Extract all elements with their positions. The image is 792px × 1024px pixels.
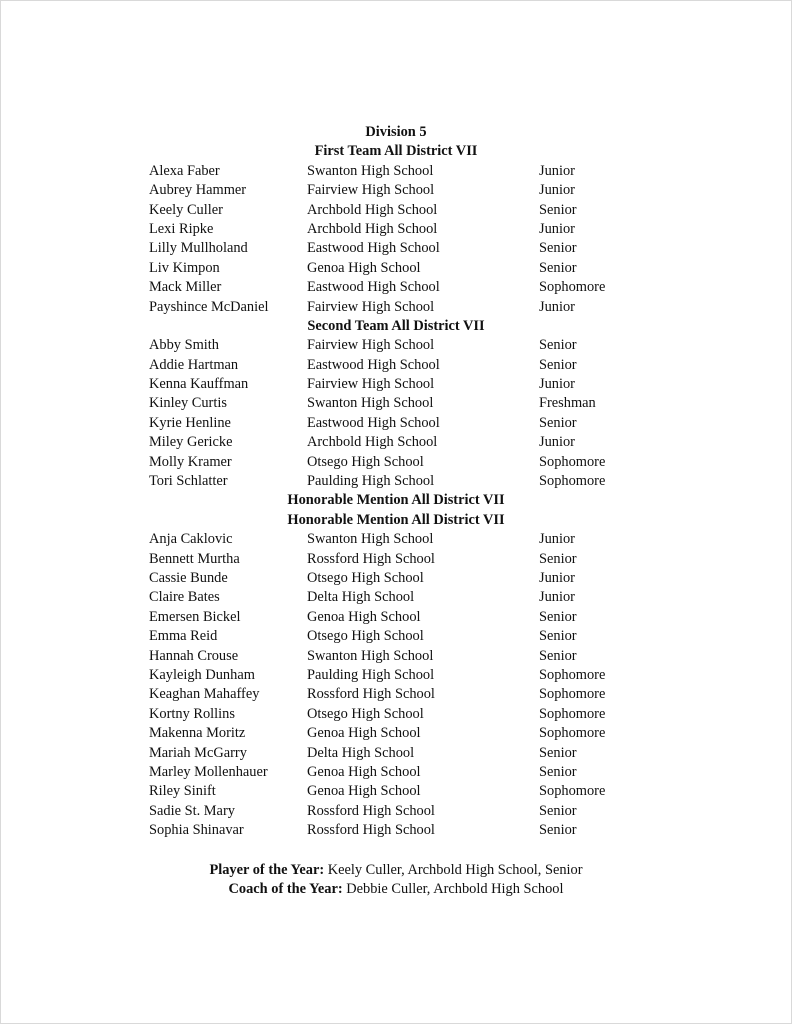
player-school: Delta High School (307, 589, 415, 606)
player-year: Senior (539, 414, 577, 431)
player-year: Sophomore (539, 686, 606, 703)
player-name: Abby Smith (149, 337, 219, 354)
player-row (149, 336, 643, 355)
player-year: Senior (539, 608, 577, 625)
player-year: Sophomore (539, 279, 606, 296)
first-team-list (149, 162, 643, 317)
player-row (149, 453, 643, 472)
player-row (149, 647, 643, 666)
player-row (149, 724, 643, 743)
player-name: Claire Bates (149, 589, 220, 606)
player-year: Junior (539, 376, 575, 393)
player-name: Liv Kimpon (149, 259, 220, 276)
player-row (149, 666, 643, 685)
player-year: Sophomore (539, 473, 606, 490)
player-year: Senior (539, 550, 577, 567)
player-year: Senior (539, 802, 577, 819)
player-year: Senior (539, 240, 577, 257)
player-school: Otsego High School (307, 453, 424, 470)
player-name: Kortny Rollins (149, 705, 235, 722)
player-name: Mack Miller (149, 279, 222, 296)
player-name: Payshince McDaniel (149, 298, 269, 315)
player-year: Junior (539, 162, 575, 179)
player-name: Alexa Faber (149, 162, 220, 179)
player-year: Junior (539, 434, 575, 451)
player-school: Swanton High School (307, 395, 434, 412)
player-year: Senior (539, 744, 577, 761)
player-school: Fairview High School (307, 182, 435, 199)
player-name: Mariah McGarry (149, 744, 247, 761)
player-year: Senior (539, 647, 577, 664)
player-school: Archbold High School (307, 201, 438, 218)
player-year: Senior (539, 822, 577, 839)
player-school: Fairview High School (307, 337, 435, 354)
player-name: Molly Kramer (149, 453, 232, 470)
player-school: Genoa High School (307, 783, 421, 800)
player-name: Cassie Bunde (149, 569, 228, 586)
player-name: Tori Schlatter (149, 473, 228, 490)
player-school: Paulding High School (307, 473, 435, 490)
player-year: Sophomore (539, 725, 606, 742)
player-name: Addie Hartman (149, 356, 239, 373)
player-row (149, 588, 643, 607)
player-school: Eastwood High School (307, 279, 440, 296)
player-year: Senior (539, 337, 577, 354)
player-row (149, 550, 643, 569)
player-row (149, 744, 643, 763)
player-year: Senior (539, 201, 577, 218)
player-name: Emma Reid (149, 628, 218, 645)
player-school: Otsego High School (307, 628, 424, 645)
section-title-honorable-mention: Honorable Mention All District VII (287, 492, 505, 509)
player-name: Marley Mollenhauer (149, 763, 268, 780)
player-year: Sophomore (539, 453, 606, 470)
player-name: Keaghan Mahaffey (149, 686, 260, 703)
player-row (149, 356, 643, 375)
player-row (149, 394, 643, 413)
player-school: Swanton High School (307, 162, 434, 179)
player-year: Junior (539, 589, 575, 606)
player-year: Junior (539, 298, 575, 315)
player-school: Eastwood High School (307, 356, 440, 373)
player-name: Keely Culler (149, 201, 223, 218)
player-year: Senior (539, 259, 577, 276)
player-row (149, 162, 643, 181)
player-year: Junior (539, 220, 575, 237)
player-school: Swanton High School (307, 531, 434, 548)
player-school: Archbold High School (307, 220, 438, 237)
player-name: Lilly Mullholand (149, 240, 248, 257)
division-title: Division 5 (365, 124, 427, 140)
player-school: Otsego High School (307, 569, 424, 586)
player-school: Genoa High School (307, 725, 421, 742)
player-school: Rossford High School (307, 822, 435, 839)
player-row (149, 375, 643, 394)
player-row (149, 201, 643, 220)
coach-of-the-year-label: Coach of the Year: (228, 881, 343, 898)
player-name: Kayleigh Dunham (149, 666, 255, 683)
player-school: Swanton High School (307, 647, 434, 664)
player-of-the-year (149, 861, 643, 880)
coach-of-the-year (149, 880, 643, 899)
player-school: Rossford High School (307, 550, 435, 567)
player-row (149, 705, 643, 724)
player-row (149, 181, 643, 200)
player-school: Genoa High School (307, 763, 421, 780)
second-team-list (149, 336, 643, 491)
player-name: Kinley Curtis (149, 395, 227, 412)
player-row (149, 298, 643, 317)
player-row (149, 414, 643, 433)
player-name: Riley Sinift (149, 783, 216, 800)
player-of-the-year-label: Player of the Year: (209, 862, 325, 878)
player-row (149, 239, 643, 258)
player-school: Otsego High School (307, 705, 424, 722)
player-row (149, 569, 643, 588)
player-year: Senior (539, 628, 577, 645)
player-name: Sophia Shinavar (149, 822, 244, 839)
player-row (149, 472, 643, 491)
player-school: Rossford High School (307, 802, 435, 819)
player-year: Junior (539, 569, 575, 586)
player-name: Emersen Bickel (149, 608, 241, 625)
player-name: Bennett Murtha (149, 550, 240, 567)
player-school: Paulding High School (307, 666, 435, 683)
player-row (149, 821, 643, 840)
honorable-mention-list (149, 530, 643, 840)
player-school: Genoa High School (307, 608, 421, 625)
player-name: Anja Caklovic (149, 531, 233, 548)
player-name: Lexi Ripke (149, 220, 214, 237)
player-row (149, 685, 643, 704)
player-year: Sophomore (539, 666, 606, 683)
player-school: Rossford High School (307, 686, 435, 703)
player-school: Delta High School (307, 744, 415, 761)
coach-of-the-year-value: Debbie Culler, Archbold High School (342, 881, 564, 898)
player-row (149, 259, 643, 278)
player-year: Freshman (539, 395, 596, 412)
player-row (149, 608, 643, 627)
player-school: Fairview High School (307, 376, 435, 393)
player-name: Sadie St. Mary (149, 802, 235, 819)
player-school: Genoa High School (307, 259, 421, 276)
player-year: Junior (539, 531, 575, 548)
player-row (149, 433, 643, 452)
player-of-the-year-value: Keely Culler, Archbold High School, Senior (324, 862, 583, 878)
section-title-first-team: First Team All District VII (314, 143, 478, 160)
player-row (149, 220, 643, 239)
player-year: Sophomore (539, 705, 606, 722)
player-year: Sophomore (539, 783, 606, 800)
player-name: Aubrey Hammer (149, 182, 247, 199)
player-row (149, 782, 643, 801)
player-row (149, 802, 643, 821)
player-school: Eastwood High School (307, 414, 440, 431)
player-school: Fairview High School (307, 298, 435, 315)
player-row (149, 627, 643, 646)
player-school: Archbold High School (307, 434, 438, 451)
player-year: Senior (539, 763, 577, 780)
player-name: Kenna Kauffman (149, 376, 249, 393)
player-name: Miley Gericke (149, 434, 233, 451)
section-title-second-team: Second Team All District VII (307, 317, 485, 334)
player-row (149, 763, 643, 782)
player-name: Kyrie Henline (149, 414, 231, 431)
player-year: Senior (539, 356, 577, 373)
awards (149, 861, 643, 900)
player-year: Junior (539, 182, 575, 199)
player-name: Makenna Moritz (149, 725, 246, 742)
player-name: Hannah Crouse (149, 647, 239, 664)
section-title-honorable-mention-repeat: Honorable Mention All District VII (287, 511, 505, 528)
district-list (149, 123, 643, 840)
player-row (149, 530, 643, 549)
player-row (149, 278, 643, 297)
player-school: Eastwood High School (307, 240, 440, 257)
